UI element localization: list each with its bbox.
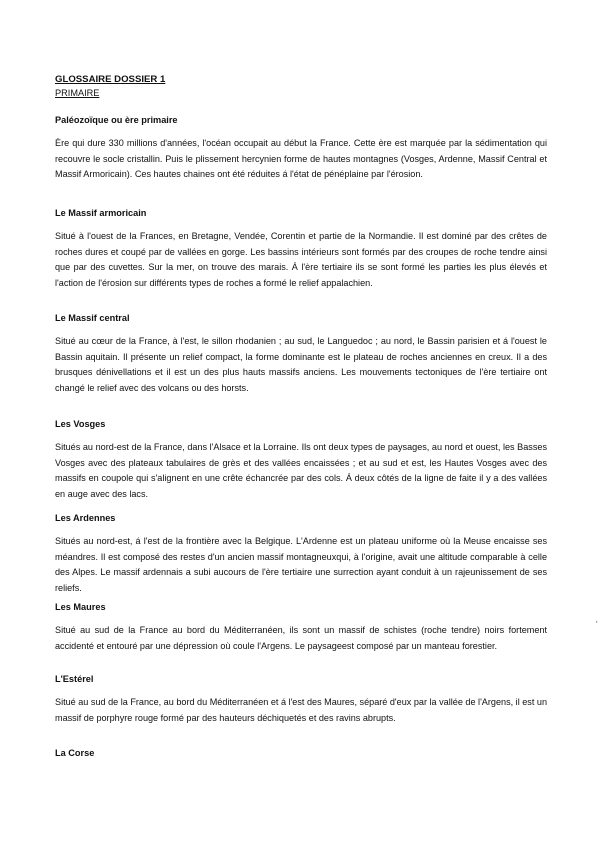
section-text: Ère qui dure 330 millions d'années, l'océan occupait au début la France. Cette ère est marquée par la sédimentation qui recouvre le socle cristallin. Puis le plissement hercynien forme de hautes montagnes (Vosges, Ardenne, Massif Central et Massif Armoricain). Ces hautes chaines ont été réduites á l'état de pénéplaine par l'érosion. <box>55 138 547 180</box>
section-heading: Le Massif central <box>55 313 130 323</box>
document-title: GLOSSAIRE DOSSIER 1 <box>55 74 166 85</box>
section-heading: La Corse <box>55 748 95 758</box>
section-heading: Les Maures <box>55 602 106 612</box>
section-maures <box>55 602 547 654</box>
section-massif-central <box>55 313 547 396</box>
section-massif-armoricain <box>55 208 547 291</box>
section-heading: L'Estérel <box>55 674 94 684</box>
section-heading: Le Massif armoricain <box>55 208 147 218</box>
section-text: Situé au cœur de la France, à l'est, le sillon rhodanien ; au sud, le Languedoc ; au nord, le Bassin parisien et á l'ouest le Bassin aquitain. Il présente un relief compact, la forme dominante est le plateau de roches anciennes en creux. Il a des brusques dénivellations et il est un des plus hauts massifs anciens. Les mouvements tectoniques de l'ère tertiaire ont changé le relief avec des volcans ou des horsts. <box>55 336 547 393</box>
section-text: Situé au sud de la France au bord du Méditerranéen, ils sont un massif de schistes (roche tendre) noirs fortement accidenté et entouré par une dépression où coule l'Argens. Le paysageest composé par un manteau forestier. <box>55 625 547 651</box>
section-text: Situé à l'ouest de la Frances, en Bretagne, Vendée, Corentin et partie de la Normandie. Il est dominé par des crêtes de roches dures et coupé par de vallées en gorge. Les bassins intérieurs sont formés par des croupes de roche tendre ainsi que par des cuvettes. Sur la mer, on trouve des marais. Á l'ère tertiaire ils se sont formé les parties les plus élevés et l'action de l'érosion sur différents types de roches a formé le relief appalachien. <box>55 231 547 288</box>
stray-mark: ' <box>596 620 598 629</box>
section-heading: Les Vosges <box>55 419 106 429</box>
section-ardennes <box>55 513 547 596</box>
section-paleozoique <box>55 115 547 183</box>
section-heading: Les Ardennes <box>55 513 116 523</box>
section-text: Situés au nord-est de la France, dans l'Alsace et la Lorraine. Ils ont deux types de paysages, au nord et ouest, les Basses Vosges avec des plateaux tabulaires de grès et des vallées encaissées ; et au sud et est, les Hautes Vosges avec des massifs en coupole qui s'alignent en une crête échancrée par des cols. Á deux côtés de la ligne de faite il y a des vallées en auge avec des lacs. <box>55 442 547 499</box>
document-subtitle: PRIMAIRE <box>55 88 100 98</box>
section-text: Situés au nord-est, á l'est de la frontière avec la Belgique. L'Ardenne est un plateau uniforme où la Meuse encaisse ses méandres. Il est composé des restes d'un ancien massif montagneuxqui, à l'origine, avait une altitude comparable à celle des Alpes. Le massif ardennais a subi aucours de l'ère tertiaire une surrection ayant conduit à un rajeunissement de ses reliefs. <box>55 536 547 593</box>
section-vosges <box>55 419 547 502</box>
section-text: Situé au sud de la France, au bord du Méditerranéen et á l'est des Maures, séparé d'eux par la vallée de l'Argens, il est un massif de porphyre rouge formé par des hauteurs déchiquetés et des ravins abrupts. <box>55 697 548 723</box>
section-esterel <box>55 674 547 726</box>
section-corse <box>55 748 547 769</box>
section-heading: Paléozoïque ou ère primaire <box>55 115 178 125</box>
